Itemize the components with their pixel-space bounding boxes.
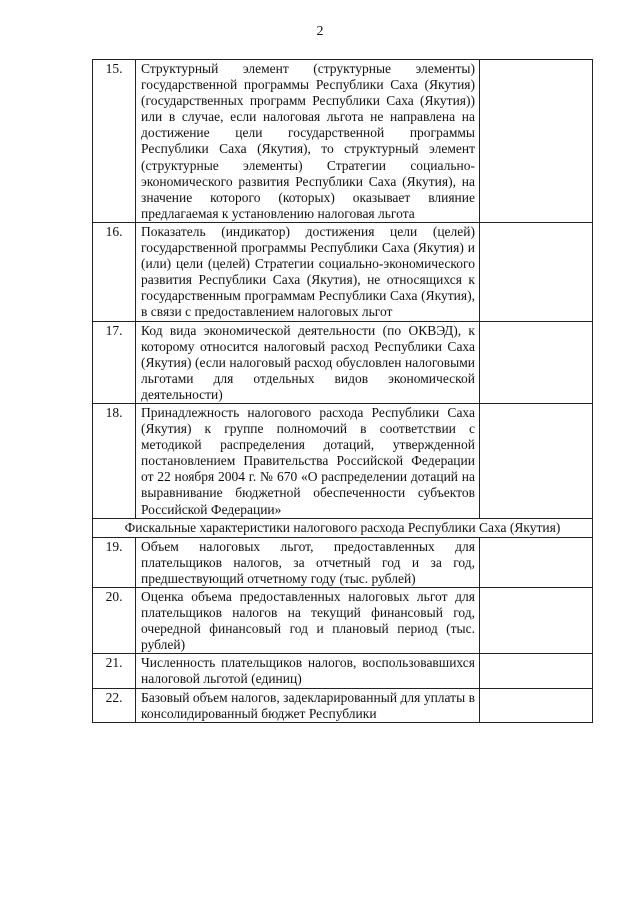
row-number: 19.	[93, 537, 136, 587]
row-description: Базовый объем налогов, задекларированный для уплаты в консолидированный бюджет Республики	[136, 688, 480, 722]
row-description: Код вида экономической деятельности (по ОКВЭД), к которому относится налоговый расход Республики Саха (Якутия) (если налоговый расход обусловлен налоговыми льготами для отдельных видов экономической деятельности)	[136, 321, 480, 403]
row-number: 15.	[93, 60, 136, 223]
section-header-row	[93, 518, 593, 537]
table-row	[93, 688, 593, 722]
table-row	[93, 537, 593, 587]
row-number: 18.	[93, 403, 136, 518]
row-description: Принадлежность налогового расхода Республики Саха (Якутия) к группе полномочий в соответствии с методикой распределения дотаций, утвержденной постановлением Правительства Российской Федерации от 22 ноября 2004 г. № 670 «О распределении дотаций на выравнивание бюджетной обеспеченности субъектов Российской Федерации»	[136, 403, 480, 518]
row-number: 17.	[93, 321, 136, 403]
table-row	[93, 588, 593, 654]
table-row	[93, 222, 593, 321]
row-value-cell	[480, 654, 593, 688]
tax-expenditure-table	[92, 59, 593, 723]
row-description: Показатель (индикатор) достижения цели (целей) государственной программы Республики Саха (Якутия) и (или) цели (целей) Стратегии социально-экономического развития Республики Саха (Якутия), не относящихся к государственным программам Республики Саха (Якутия), в связи с предоставлением налоговых льгот	[136, 222, 480, 321]
row-number: 22.	[93, 688, 136, 722]
row-value-cell	[480, 537, 593, 587]
row-number: 21.	[93, 654, 136, 688]
table-row	[93, 654, 593, 688]
section-header: Фискальные характеристики налогового расхода Республики Саха (Якутия)	[93, 518, 593, 537]
row-value-cell	[480, 321, 593, 403]
row-number: 20.	[93, 588, 136, 654]
row-value-cell	[480, 588, 593, 654]
row-description: Структурный элемент (структурные элементы) государственной программы Республики Саха (Якутия) (государственных программ Республики Саха (Якутия)) или в случае, если налоговая льгота не направлена на достижение цели государственной программы Республики Саха (Якутия), то структурный элемент (структурные элементы) Стратегии социально-экономического развития Республики Саха (Якутия), на значение которого (которых) оказывает влияние предлагаемая к установлению налоговая льгота	[136, 60, 480, 223]
table-row	[93, 60, 593, 223]
page-number: 2	[316, 24, 324, 39]
row-number: 16.	[93, 222, 136, 321]
row-description: Объем налоговых льгот, предоставленных для плательщиков налогов, за отчетный год и за год, предшествующий отчетному году (тыс. рублей)	[136, 537, 480, 587]
row-value-cell	[480, 222, 593, 321]
table-row	[93, 321, 593, 403]
row-value-cell	[480, 60, 593, 223]
row-description: Численность плательщиков налогов, воспользовавшихся налоговой льготой (единиц)	[136, 654, 480, 688]
row-value-cell	[480, 688, 593, 722]
table-row	[93, 403, 593, 518]
row-description: Оценка объема предоставленных налоговых льгот для плательщиков налогов на текущий финансовый год, очередной финансовый год и плановый период (тыс. рублей)	[136, 588, 480, 654]
row-value-cell	[480, 403, 593, 518]
